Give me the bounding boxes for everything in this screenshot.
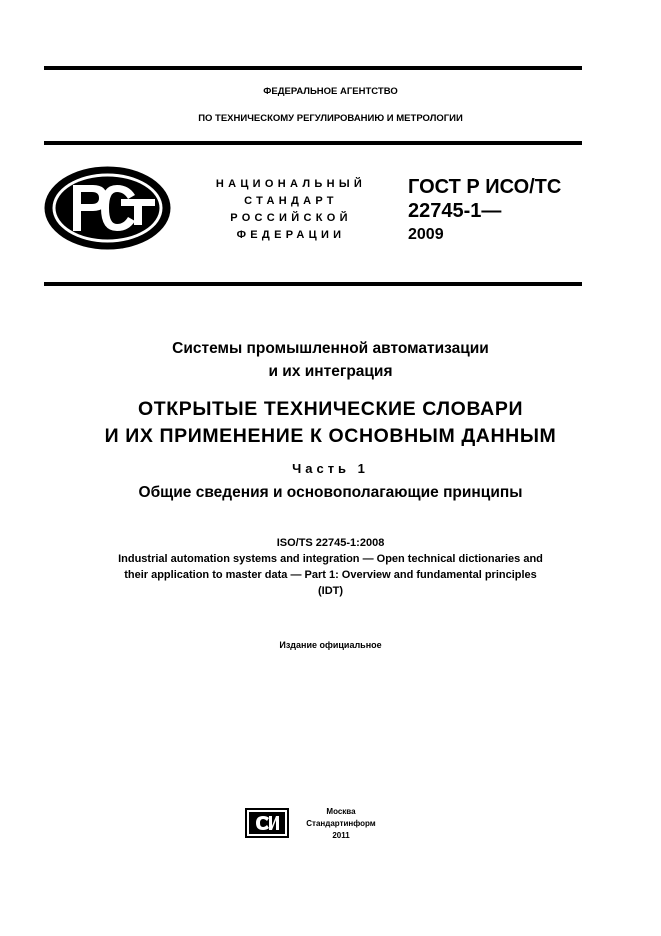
standard-type-line-3: РОССИЙСКОЙ	[230, 212, 352, 224]
main-title-line-2: И ИХ ПРИМЕНЕНИЕ К ОСНОВНЫМ ДАННЫМ	[104, 425, 557, 447]
designation-line-2: 22745-1—	[408, 200, 502, 222]
agency-line-1: ФЕДЕРАЛЬНОЕ АГЕНТСТВО	[263, 86, 398, 97]
subtitle-line-2: и их интеграция	[268, 363, 393, 380]
subtitle-line-1: Системы промышленной автоматизации	[172, 340, 489, 357]
publisher-city: Москва	[326, 807, 356, 816]
iso-title-line-1: Industrial automation systems and integration — Open technical dictionaries and	[118, 553, 543, 565]
edition-label: Издание официальное	[279, 640, 382, 650]
designation-line-1: ГОСТ Р ИСО/ТС	[408, 176, 562, 198]
header-rule	[44, 282, 582, 286]
agency-line-2: ПО ТЕХНИЧЕСКОМУ РЕГУЛИРОВАНИЮ И МЕТРОЛОГИИ	[198, 113, 463, 124]
part-title: Общие сведения и основополагающие принципы	[138, 484, 523, 501]
main-title-line-1: ОТКРЫТЫЕ ТЕХНИЧЕСКИЕ СЛОВАРИ	[137, 398, 524, 420]
agency-rule	[44, 141, 582, 145]
publisher-logo	[245, 808, 289, 838]
publisher-name: Стандартинформ	[306, 819, 376, 828]
designation-line-3: 2009	[408, 226, 444, 243]
top-rule	[44, 66, 582, 70]
standard-type-line-1: НАЦИОНАЛЬНЫЙ	[215, 178, 367, 190]
gost-r-certification-mark-icon	[43, 165, 172, 251]
part-label: Часть 1	[292, 461, 369, 476]
iso-title-line-2: their application to master data — Part 1: Overview and fundamental principles	[124, 569, 537, 581]
iso-number: ISO/TS 22745-1:2008	[276, 537, 385, 549]
standard-type-line-2: СТАНДАРТ	[244, 195, 338, 207]
gost-r-logo	[43, 165, 172, 251]
publisher-year: 2011	[332, 831, 350, 840]
standartinform-logo-icon	[245, 808, 289, 838]
standard-type-line-4: ФЕДЕРАЦИИ	[236, 229, 346, 241]
iso-title-line-3: (IDT)	[317, 585, 344, 597]
